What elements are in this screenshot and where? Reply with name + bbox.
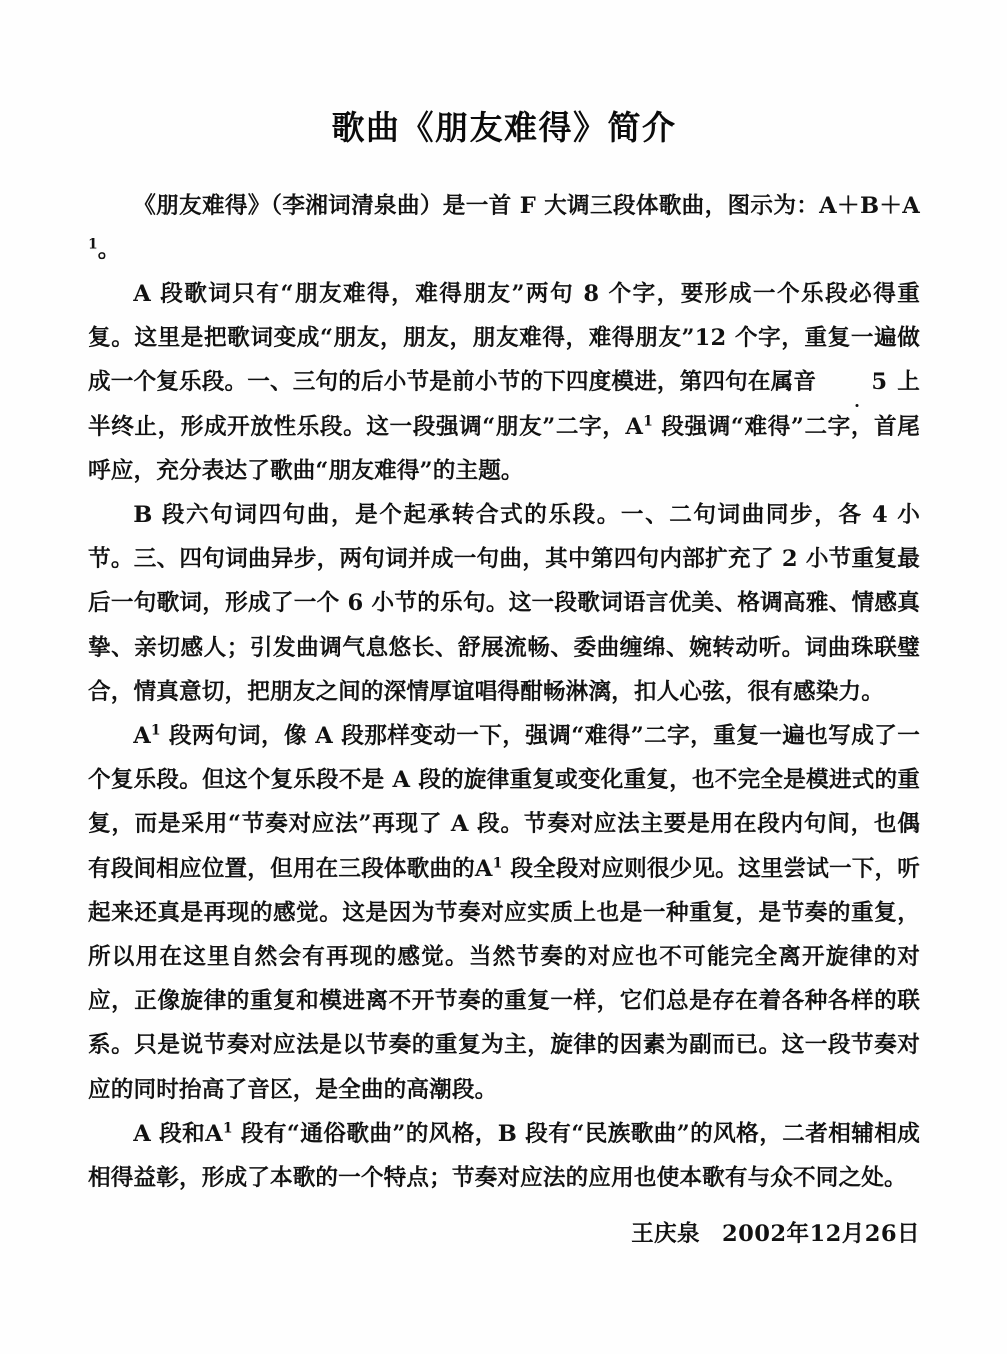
author-name: 王庆泉 (631, 1221, 701, 1247)
jianpu-low-octave-note: 5 (824, 360, 889, 404)
paragraph-section-b: B 段六句词四句曲，是个起承转合式的乐段。一、二句词曲同步，各 4 小节。三、四句词曲异步，两句词并成一句曲，其中第四句内部扩充了 2 小节重复最后一句歌词，形成了一个 6 小节的乐句。这一段歌词语言优美、格调高雅、情感真挚、亲切感人；引发曲调气息悠长、舒展流畅、委曲缠绵、婉转动听。词曲珠联璧合，情真意切，把朋友之间的深情厚谊唱得酣畅淋漓，扣人心弦，很有感染力。 (88, 502, 920, 705)
superscript-marker: 1 (643, 413, 653, 430)
paragraph-list (88, 184, 920, 1201)
paragraph-conclusion: A 段和$A^1$ 段有“通俗歌曲”的风格，B 段有“民族歌曲”的风格，二者相辅相成相得益彰，形成了本歌的一个特点；节奏对应法的应用也使本歌有与众不同之处。 (88, 1120, 920, 1192)
superscript-marker: 1 (150, 722, 161, 739)
document-body (88, 0, 920, 1200)
paragraph-section-a: A 段歌词只有“朋友难得，难得朋友”两句 8 个字，要形成一个乐段必得重复。这里是把歌词变成“朋友，朋友，朋友难得，难得朋友”12 个字，重复一遍做成一个复乐段。一、三句的后小节是前小节的下四度模进，第四句在属音 5 上半终止，形成开放性乐段。这一段强调“朋友”二字，$A^1$ 段强调“难得”二字，首尾呼应，充分表达了歌曲“朋友难得”的主题。 (88, 281, 920, 484)
superscript-marker: 1 (88, 236, 98, 253)
page-title: 歌曲《朋友难得》简介 (331, 108, 677, 147)
paragraph-section-a1: $A^1$ 段两句词，像 A 段那样变动一下，强调“难得”二字，重复一遍也写成了一个复乐段。但这个复乐段不是 A 段的旋律重复或变化重复，也不完全是模进式的重复，而是采用“节奏对应法”再现了 A 段。节奏对应法主要是用在段内句间，也偶有段间相应位置，但用在三段体歌曲的$A^1$ 段全段对应则很少见。这里尝试一下，听起来还真是再现的感觉。这是因为节奏对应实质上也是一种重复，是节奏的重复，所以用在这里自然会有再现的感觉。当然节奏的对应也不可能完全离开旋律的对应，正像旋律的重复和模进离不开节奏的重复一样，它们总是存在着各种各样的联系。只是说节奏对应法是以节奏的重复为主，旋律的因素为副而已。这一段节奏对应的同时抬高了音区，是全曲的高潮段。 (88, 722, 920, 1103)
signature-line (88, 1216, 920, 1248)
signature-date: 2002年12月26日 (722, 1221, 920, 1247)
paragraph-intro: 《朋友难得》（李湘词清泉曲）是一首 F 大调三段体歌曲，图示为：$A+B+A^1$。 (88, 192, 920, 263)
superscript-marker: 1 (222, 1120, 233, 1137)
superscript-marker: 1 (492, 855, 503, 872)
